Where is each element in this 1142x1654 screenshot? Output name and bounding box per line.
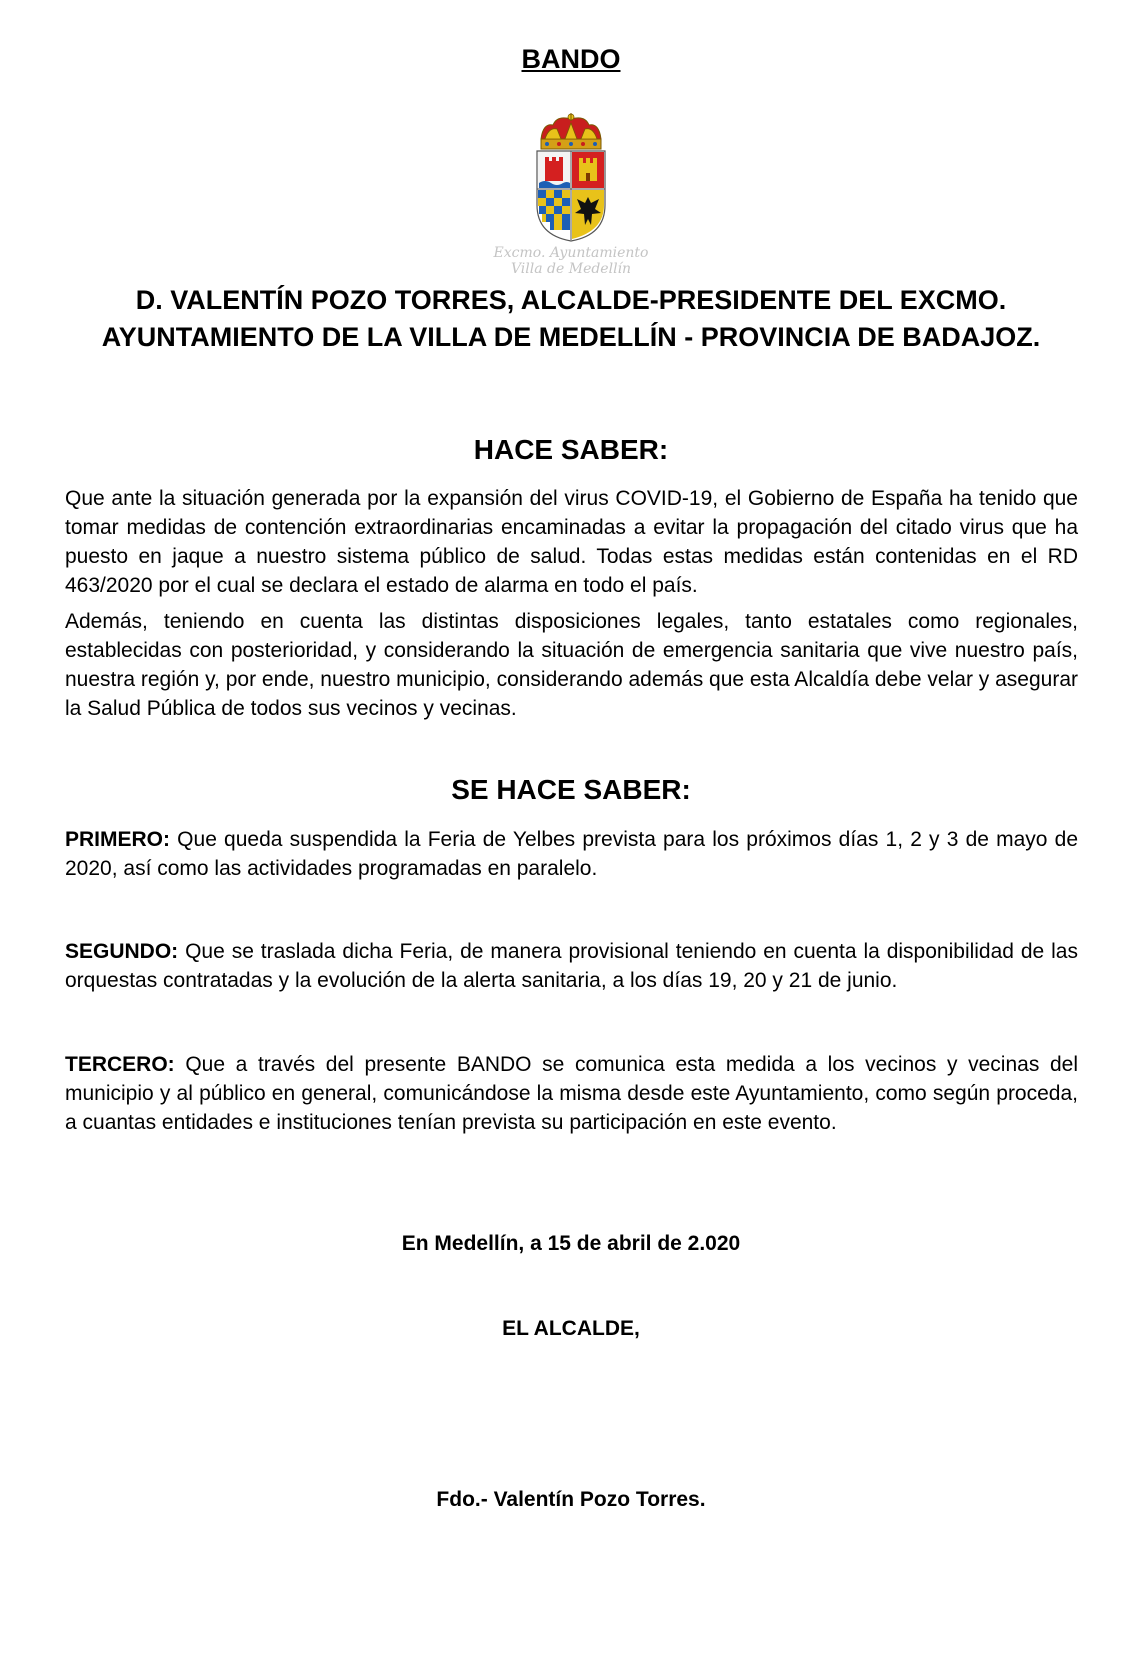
date-line: En Medellín, a 15 de abril de 2.020 bbox=[401, 1232, 741, 1255]
document-title: BANDO bbox=[521, 44, 621, 74]
item-label: SEGUNDO: bbox=[65, 940, 179, 963]
crest-caption bbox=[480, 245, 662, 277]
shield-icon bbox=[537, 151, 605, 241]
item-text: Que queda suspendida la Feria de Yelbes prevista para los próximos días 1, 2 y 3 de mayo de 2020, así como las actividades programadas en paralelo. bbox=[65, 828, 1078, 880]
section-title-se-hace-saber: SE HACE SABER: bbox=[451, 774, 691, 805]
section-title-hace-saber: HACE SABER: bbox=[473, 434, 669, 465]
signature-name: Fdo.- Valentín Pozo Torres. bbox=[436, 1488, 706, 1511]
item-text: Que se traslada dicha Feria, de manera provisional teniendo en cuenta la disponibilidad de las orquestas contratadas y la evolución de la alerta sanitaria, a los días 19, 20 y 21 de junio. bbox=[65, 940, 1078, 992]
coat-of-arms-image bbox=[531, 113, 611, 245]
item-label: PRIMERO: bbox=[65, 828, 170, 851]
item-text: Que a través del presente BANDO se comunica esta medida a los vecinos y vecinas del municipio y al público en general, comunicándose la misma desde este Ayuntamiento, como según proceda, a cuantas entidades e instituciones tenían prevista su participación en este evento. bbox=[65, 1053, 1078, 1134]
crown-icon bbox=[541, 113, 601, 149]
paragraph-covid-context: Que ante la situación generada por la expansión del virus COVID-19, el Gobierno de España ha tenido que tomar medidas de contención extraordinarias encaminadas a evitar la propagación del citado virus que ha puesto en jaque a nuestro sistema público de salud. Todas estas medidas están contenidas en el RD 463/2020 por el cual se declara el estado de alarma en todo el país. bbox=[65, 487, 1078, 597]
paragraph-considerations: Además, teniendo en cuenta las distintas disposiciones legales, tanto estatales como regionales, establecidas con posterioridad, y considerando la situación de emergencia sanitaria que vive nuestro país, nuestra región y, por ende, nuestro municipio, considerando además que esta Alcaldía debe velar y asegurar la Salud Pública de todos sus vecinos y vecinas. bbox=[65, 610, 1078, 720]
signature-title: EL ALCALDE, bbox=[502, 1317, 640, 1340]
item-segundo bbox=[65, 937, 1078, 995]
item-label: TERCERO: bbox=[65, 1053, 175, 1076]
item-tercero bbox=[65, 1050, 1078, 1137]
crest-caption-line2: Villa de Medellín bbox=[510, 261, 632, 277]
mayor-heading: D. VALENTÍN POZO TORRES, ALCALDE-PRESIDENTE DEL EXCMO. AYUNTAMIENTO DE LA VILLA DE MEDELLÍN - PROVINCIA DE BADAJOZ. bbox=[101, 285, 1041, 352]
item-primero bbox=[65, 825, 1078, 883]
crest-caption-line1: Excmo. Ayuntamiento bbox=[493, 245, 649, 261]
